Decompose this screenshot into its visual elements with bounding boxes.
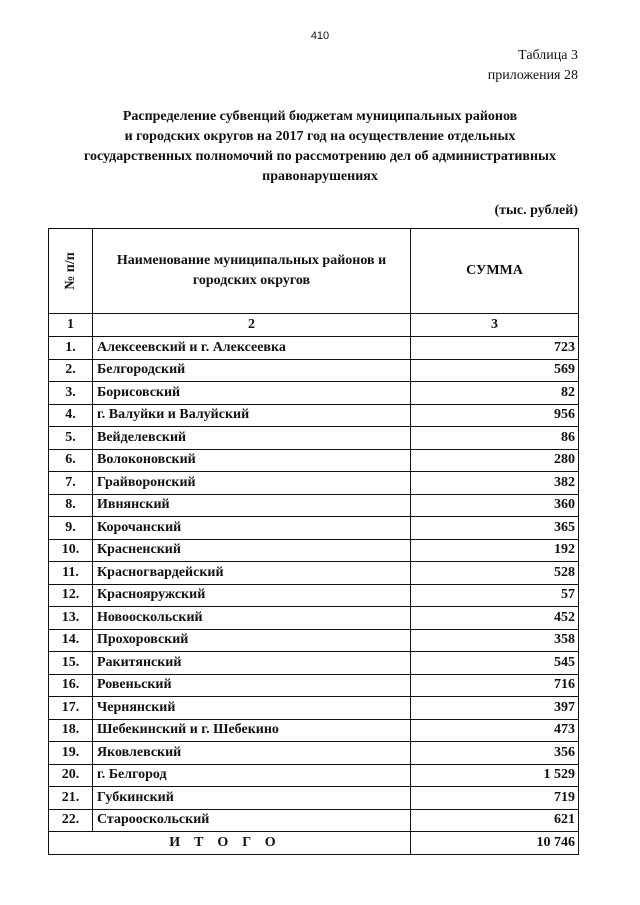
row-district-name: Волоконовский bbox=[93, 449, 411, 472]
row-number: 15. bbox=[49, 652, 93, 675]
header-number-label: № п/п bbox=[62, 252, 78, 290]
table-row bbox=[49, 517, 579, 540]
table-row bbox=[49, 427, 579, 450]
row-number: 12. bbox=[49, 584, 93, 607]
row-sum: 719 bbox=[411, 787, 579, 810]
row-sum: 723 bbox=[411, 337, 579, 360]
table-row bbox=[49, 472, 579, 495]
row-sum: 621 bbox=[411, 809, 579, 832]
table-row bbox=[49, 764, 579, 787]
table-row bbox=[49, 337, 579, 360]
table-row bbox=[49, 674, 579, 697]
row-district-name: Грайворонский bbox=[93, 472, 411, 495]
table-row bbox=[49, 359, 579, 382]
header-number bbox=[49, 229, 93, 314]
row-district-name: Алексеевский и г. Алексеевка bbox=[93, 337, 411, 360]
heading-line4: правонарушениях bbox=[262, 169, 378, 184]
table-row bbox=[49, 607, 579, 630]
row-sum: 365 bbox=[411, 517, 579, 540]
row-district-name: Губкинский bbox=[93, 787, 411, 810]
row-number: 4. bbox=[49, 404, 93, 427]
row-district-name: Вейделевский bbox=[93, 427, 411, 450]
row-sum: 528 bbox=[411, 562, 579, 585]
table-row bbox=[49, 562, 579, 585]
row-number: 10. bbox=[49, 539, 93, 562]
row-sum: 397 bbox=[411, 697, 579, 720]
row-sum: 360 bbox=[411, 494, 579, 517]
units-label: (тыс. рублей) bbox=[494, 203, 578, 218]
row-district-name: Краснояружский bbox=[93, 584, 411, 607]
row-number: 7. bbox=[49, 472, 93, 495]
row-district-name: Ровеньский bbox=[93, 674, 411, 697]
row-sum: 382 bbox=[411, 472, 579, 495]
row-sum: 956 bbox=[411, 404, 579, 427]
row-district-name: Старооскольский bbox=[93, 809, 411, 832]
table-row bbox=[49, 382, 579, 405]
row-number: 1. bbox=[49, 337, 93, 360]
row-sum: 280 bbox=[411, 449, 579, 472]
table-row bbox=[49, 584, 579, 607]
table-row bbox=[49, 719, 579, 742]
row-district-name: Красногвардейский bbox=[93, 562, 411, 585]
table-row bbox=[49, 449, 579, 472]
row-district-name: г. Белгород bbox=[93, 764, 411, 787]
row-number: 3. bbox=[49, 382, 93, 405]
table-row bbox=[49, 652, 579, 675]
row-number: 9. bbox=[49, 517, 93, 540]
column-index-3: 3 bbox=[411, 314, 579, 337]
total-row bbox=[49, 832, 579, 855]
table-row bbox=[49, 629, 579, 652]
table-ref-line1: Таблица 3 bbox=[518, 48, 578, 63]
heading-line2: и городских округов на 2017 год на осуществление отдельных bbox=[124, 129, 516, 144]
row-number: 17. bbox=[49, 697, 93, 720]
row-number: 2. bbox=[49, 359, 93, 382]
row-district-name: Красненский bbox=[93, 539, 411, 562]
row-district-name: Новооскольский bbox=[93, 607, 411, 630]
table-header-row bbox=[49, 229, 579, 314]
row-number: 11. bbox=[49, 562, 93, 585]
row-sum: 473 bbox=[411, 719, 579, 742]
row-district-name: Чернянский bbox=[93, 697, 411, 720]
row-district-name: Корочанский bbox=[93, 517, 411, 540]
subvention-table bbox=[48, 228, 579, 855]
table-reference bbox=[488, 46, 578, 86]
row-district-name: Ивнянский bbox=[93, 494, 411, 517]
row-sum: 1 529 bbox=[411, 764, 579, 787]
table-row bbox=[49, 742, 579, 765]
row-sum: 82 bbox=[411, 382, 579, 405]
total-label: ИТОГО bbox=[49, 832, 411, 855]
row-sum: 86 bbox=[411, 427, 579, 450]
table-row bbox=[49, 697, 579, 720]
header-sum: СУММА bbox=[411, 229, 579, 314]
row-sum: 716 bbox=[411, 674, 579, 697]
table-row bbox=[49, 539, 579, 562]
heading-line3: государственных полномочий по рассмотрению дел об административных bbox=[84, 149, 556, 164]
row-number: 21. bbox=[49, 787, 93, 810]
row-number: 16. bbox=[49, 674, 93, 697]
row-district-name: Шебекинский и г. Шебекино bbox=[93, 719, 411, 742]
row-district-name: Яковлевский bbox=[93, 742, 411, 765]
table-row bbox=[49, 809, 579, 832]
row-number: 6. bbox=[49, 449, 93, 472]
column-index-row bbox=[49, 314, 579, 337]
row-number: 5. bbox=[49, 427, 93, 450]
row-number: 22. bbox=[49, 809, 93, 832]
heading-line1: Распределение субвенций бюджетам муниципальных районов bbox=[122, 109, 518, 124]
table-ref-line2: приложения 28 bbox=[487, 68, 578, 83]
row-sum: 57 bbox=[411, 584, 579, 607]
row-sum: 569 bbox=[411, 359, 579, 382]
row-district-name: Прохоровский bbox=[93, 629, 411, 652]
column-index-1: 1 bbox=[49, 314, 93, 337]
row-sum: 192 bbox=[411, 539, 579, 562]
table-row bbox=[49, 494, 579, 517]
row-sum: 356 bbox=[411, 742, 579, 765]
row-number: 19. bbox=[49, 742, 93, 765]
page-number: 410 bbox=[310, 30, 330, 42]
row-number: 8. bbox=[49, 494, 93, 517]
document-heading bbox=[40, 107, 600, 187]
row-district-name: Ракитянский bbox=[93, 652, 411, 675]
row-sum: 358 bbox=[411, 629, 579, 652]
row-number: 13. bbox=[49, 607, 93, 630]
row-district-name: г. Валуйки и Валуйский bbox=[93, 404, 411, 427]
table-row bbox=[49, 787, 579, 810]
row-number: 14. bbox=[49, 629, 93, 652]
row-sum: 545 bbox=[411, 652, 579, 675]
row-district-name: Борисовский bbox=[93, 382, 411, 405]
table-row bbox=[49, 404, 579, 427]
header-name: Наименование муниципальных районов и городских округов bbox=[93, 229, 411, 314]
column-index-2: 2 bbox=[93, 314, 411, 337]
row-district-name: Белгородский bbox=[93, 359, 411, 382]
row-number: 18. bbox=[49, 719, 93, 742]
row-sum: 452 bbox=[411, 607, 579, 630]
total-sum: 10 746 bbox=[411, 832, 579, 855]
row-number: 20. bbox=[49, 764, 93, 787]
